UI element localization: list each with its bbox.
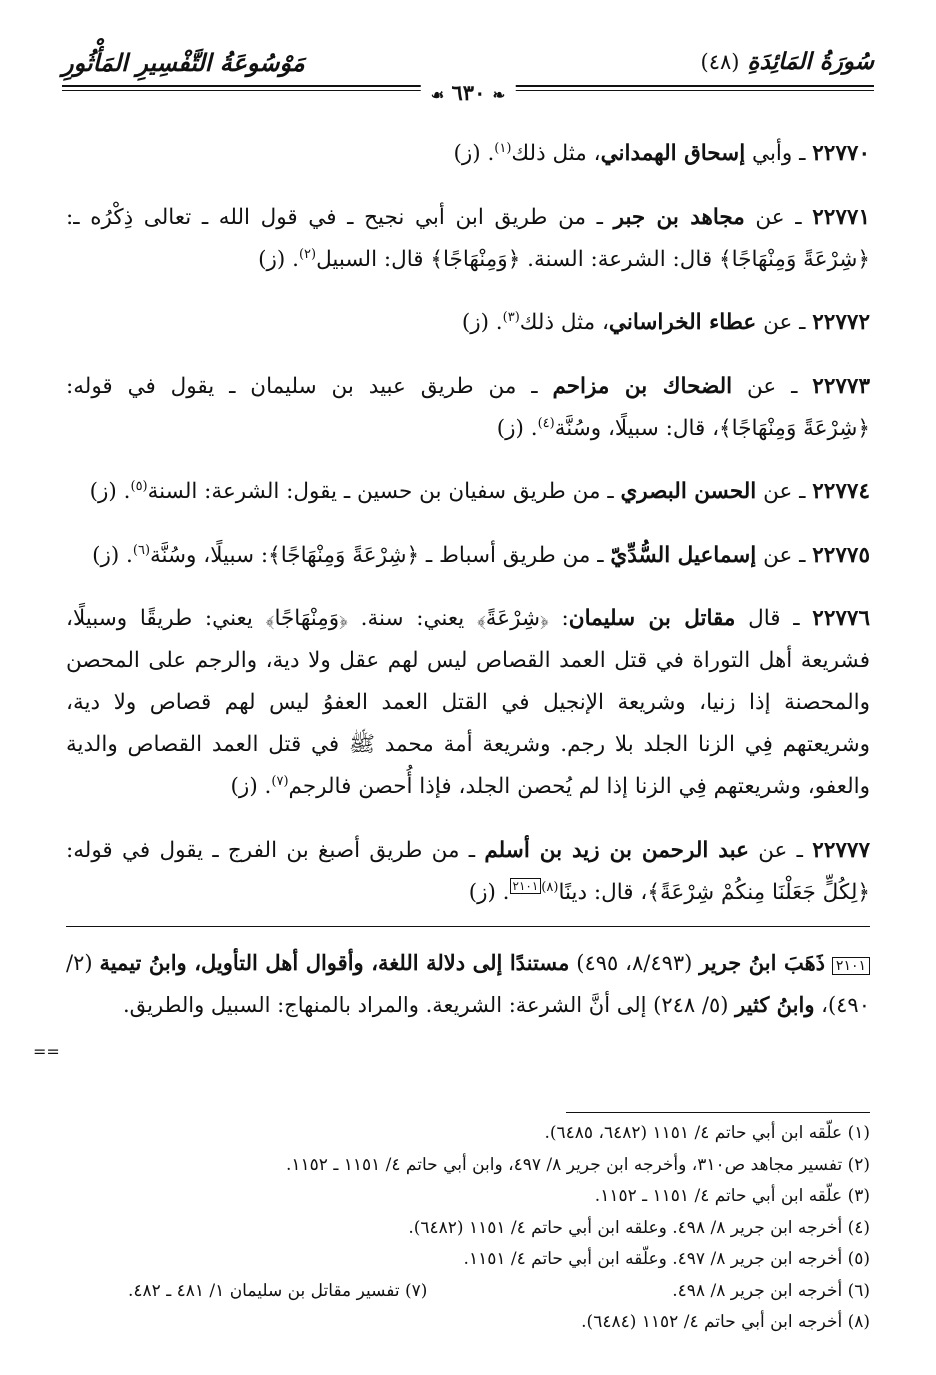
footnote-ref[interactable]: (٥) bbox=[130, 478, 148, 494]
entry-text: ـ عن bbox=[756, 479, 813, 504]
narrator-name: مجاهد بن جبر bbox=[613, 204, 745, 230]
entry-text: . (ز) bbox=[461, 310, 503, 335]
entry-text: . (ز) bbox=[496, 415, 538, 441]
sura-heading bbox=[700, 48, 874, 75]
entry-text: ـ من طريق سفيان بن حسين ـ يقول: الشرعة: السنة bbox=[147, 479, 621, 504]
quran-quote: ﴿شِرْعَةً وَمِنْهَاجًا﴾ bbox=[719, 246, 870, 272]
footnote-ref[interactable]: (٢) bbox=[298, 246, 317, 262]
entry-number: ٢٢٧٧٤ bbox=[812, 479, 870, 504]
entry-number: ٢٢٧٧٢ bbox=[812, 310, 870, 335]
ornament-icon: ❧ bbox=[492, 86, 506, 104]
entry-text: ، مثل ذلك bbox=[519, 310, 609, 335]
entry-text: قال: السبيل bbox=[316, 246, 431, 272]
ornament-icon: ☙ bbox=[430, 86, 445, 104]
commentary-divider bbox=[66, 926, 870, 927]
entry-text: ، قال: دينًا bbox=[558, 879, 648, 905]
entry-text: ، قال: سبيلًا، وسُنَّة bbox=[554, 415, 720, 441]
footnote-item: (٥) أخرجه ابن جرير ٨/ ٤٩٧. وعلّقه ابن أبي حاتم ٤/ ١١٥١. bbox=[463, 1249, 870, 1269]
footnote-ref[interactable]: (٤) bbox=[537, 415, 555, 431]
main-text bbox=[66, 133, 870, 926]
quran-quote: ﴿شِرْعَةً وَمِنْهَاجًا﴾ bbox=[268, 542, 420, 568]
commentary-text: (٢/ ٤٩٠)، bbox=[66, 951, 870, 1017]
entry-text: ـ قال bbox=[735, 606, 813, 631]
entry-text: : bbox=[548, 606, 569, 631]
commentary-bold: ذَهَبَ ابنُ جرير bbox=[699, 950, 826, 975]
margin-mark: == bbox=[33, 1042, 60, 1061]
entry-text: يعني: سنة. bbox=[347, 606, 477, 631]
entry-text: ـ من طريق أصبغ بن الفرج ـ يقول في قوله: bbox=[66, 837, 485, 863]
quran-quote: ﴿لِكُلٍّ جَعَلْنَا مِنكُمْ شِرْعَةً﴾ bbox=[647, 879, 870, 905]
footnote-item: (٢) تفسير مجاهد ص٣١٠، وأخرجه ابن جرير ٨/ ٤٩٧، وابن أبي حاتم ٤/ ١١٥١ ـ ١١٥٢. bbox=[285, 1154, 870, 1175]
narrator-name: إسماعيل السُّدِّيّ bbox=[610, 542, 757, 568]
narrator-name: عبد الرحمن بن زيد بن أسلم bbox=[484, 837, 749, 863]
entry-text: : سبيلًا، وسُنَّة bbox=[150, 542, 269, 568]
quran-quote: ﴿شِرْعَةً وَمِنْهَاجًا﴾ bbox=[719, 415, 870, 441]
narrator-name: مقاتل بن سليمان bbox=[568, 606, 736, 631]
entry-text: ـ وأبي bbox=[745, 141, 813, 166]
commentary-bold: وابنُ كثير bbox=[735, 992, 815, 1017]
footnotes bbox=[66, 1118, 870, 1339]
narration-entry bbox=[66, 133, 870, 175]
book-title: مَوْسُوعَةُ التَّفْسِيرِ المَأْثُورِ bbox=[62, 48, 305, 77]
footnote-ref[interactable]: (٧) bbox=[271, 773, 289, 789]
entry-text: ـ عن bbox=[748, 837, 813, 863]
narrator-name: الضحاك بن مزاحم bbox=[552, 373, 733, 399]
narration-entry bbox=[66, 598, 870, 808]
narration-entry bbox=[66, 535, 870, 577]
narration-entry bbox=[66, 830, 870, 914]
entry-number: ٢٢٧٧٦ bbox=[812, 606, 871, 631]
footnote-item: (٧) تفسير مقاتل بن سليمان ١/ ٤٨١ ـ ٤٨٢. bbox=[128, 1280, 428, 1301]
commentary-number-box: ٢١٠١ bbox=[832, 957, 870, 975]
page-number: ٦٣٠ bbox=[451, 80, 486, 105]
entry-number: ٢٢٧٧٠ bbox=[812, 141, 870, 166]
narration-entry bbox=[66, 366, 870, 450]
footnote-item: (١) علّقه ابن أبي حاتم ٤/ ١١٥١ (٦٤٨٢، ٦٤٨٥). bbox=[544, 1123, 870, 1143]
commentary-ref-box[interactable]: ٢١٠١ bbox=[510, 878, 542, 894]
footnote-item: (٦) أخرجه ابن جرير ٨/ ٤٩٨. bbox=[672, 1280, 870, 1301]
commentary-note bbox=[66, 942, 870, 1026]
entry-number: ٢٢٧٧٣ bbox=[812, 373, 871, 399]
footnote-separator bbox=[566, 1112, 870, 1113]
narration-entry bbox=[66, 471, 870, 513]
narration-entry bbox=[66, 302, 870, 344]
footnote-item: (٨) أخرجه ابن أبي حاتم ٤/ ١١٥٢ (٦٤٨٤). bbox=[581, 1312, 870, 1332]
footnote-ref[interactable]: (٦) bbox=[132, 542, 151, 558]
entry-number: ٢٢٧٧٥ bbox=[812, 542, 870, 568]
entry-text: ـ من طريق ابن أبي نجيح ـ في قول الله ـ تعالى ذِكْرُه ـ: bbox=[66, 204, 614, 230]
entry-text: ـ عن bbox=[756, 310, 813, 335]
entry-text: ـ من طريق عبيد بن سليمان ـ يقول في قوله: bbox=[66, 373, 553, 399]
entry-text: ـ عن bbox=[732, 373, 813, 399]
narrator-name: إسحاق الهمداني bbox=[600, 141, 746, 166]
sura-title: سُورَةُ المَائِدَةِ bbox=[747, 48, 874, 75]
entry-text: ـ عن bbox=[756, 542, 813, 568]
entry-text: يعني: طريقًا وسبيلًا، فشريعة أهل التوراة في قتل العمد القصاص ليس لهم عقل ولا دية، والرجم على المحصن والمحصنة إذا زنيا، وشريعة الإنجيل في القتل العمد العفوُ ليس لهم قصاص ولا دية، وشريعتهم فِي الزنا الجلد بلا رجم. وشريعة أمة محمد ﷺ في قتل العمد القصاص والدية والعفو، وشريعتهم فِي الزنا إذا لم يُحصن الجلد، فإذا أُحصن فالرجم bbox=[66, 606, 870, 799]
commentary-text bbox=[825, 951, 832, 975]
footnote-item: (٤) أخرجه ابن جرير ٨/ ٤٩٨. وعلقه ابن أبي حاتم ٤/ ١١٥١ (٦٤٨٢). bbox=[408, 1217, 870, 1238]
entry-text: ـ من طريق أسباط ـ bbox=[419, 542, 611, 568]
footnote-ref[interactable]: (١) bbox=[494, 140, 512, 156]
narration-entry bbox=[66, 197, 870, 281]
entry-number: ٢٢٧٧١ bbox=[812, 204, 870, 230]
entry-text: . (ز) bbox=[92, 542, 133, 568]
entry-text: ، مثل ذلك bbox=[511, 141, 601, 166]
footnote-ref[interactable]: (٨) bbox=[541, 879, 559, 895]
footnote-item: (٣) علّقه ابن أبي حاتم ٤/ ١١٥١ ـ ١١٥٢. bbox=[594, 1186, 870, 1206]
entry-text: . (ز) bbox=[468, 879, 510, 905]
commentary-text: (٥/ ٢٤٨) إلى أنَّ الشرعة: الشريعة. والمراد بالمنهاج: السبيل والطريق. bbox=[122, 993, 736, 1017]
entry-text: . (ز) bbox=[230, 774, 272, 799]
entry-number: ٢٢٧٧٧ bbox=[812, 837, 871, 863]
page-number-block bbox=[421, 80, 516, 105]
quran-quote: ﴿وَمِنْهَاجًا﴾ bbox=[430, 246, 521, 272]
entry-text: . (ز) bbox=[89, 479, 131, 504]
verse-reference: (٤٨) bbox=[700, 50, 740, 74]
narrator-name: الحسن البصري bbox=[620, 479, 757, 504]
entry-text: ـ عن bbox=[744, 204, 813, 230]
entry-text: . (ز) bbox=[258, 246, 299, 272]
quran-quote: ﴿شِرْعَةً﴾ bbox=[476, 606, 549, 631]
footnote-row bbox=[66, 1276, 870, 1308]
commentary-bold: مستندًا إلى دلالة اللغة، وأقوال أهل التأويل، وابنُ تيمية bbox=[99, 950, 570, 975]
page-header bbox=[62, 48, 874, 105]
footnote-ref[interactable]: (٣) bbox=[502, 309, 520, 325]
entry-text: قال: الشرعة: السنة. bbox=[520, 246, 720, 272]
commentary-text: (٨/٤٩٣، ٤٩٥) bbox=[569, 951, 700, 975]
quran-quote: ﴿وَمِنْهَاجًا﴾ bbox=[265, 606, 348, 631]
narrator-name: عطاء الخراساني bbox=[608, 310, 757, 335]
entry-text: . (ز) bbox=[453, 141, 495, 166]
